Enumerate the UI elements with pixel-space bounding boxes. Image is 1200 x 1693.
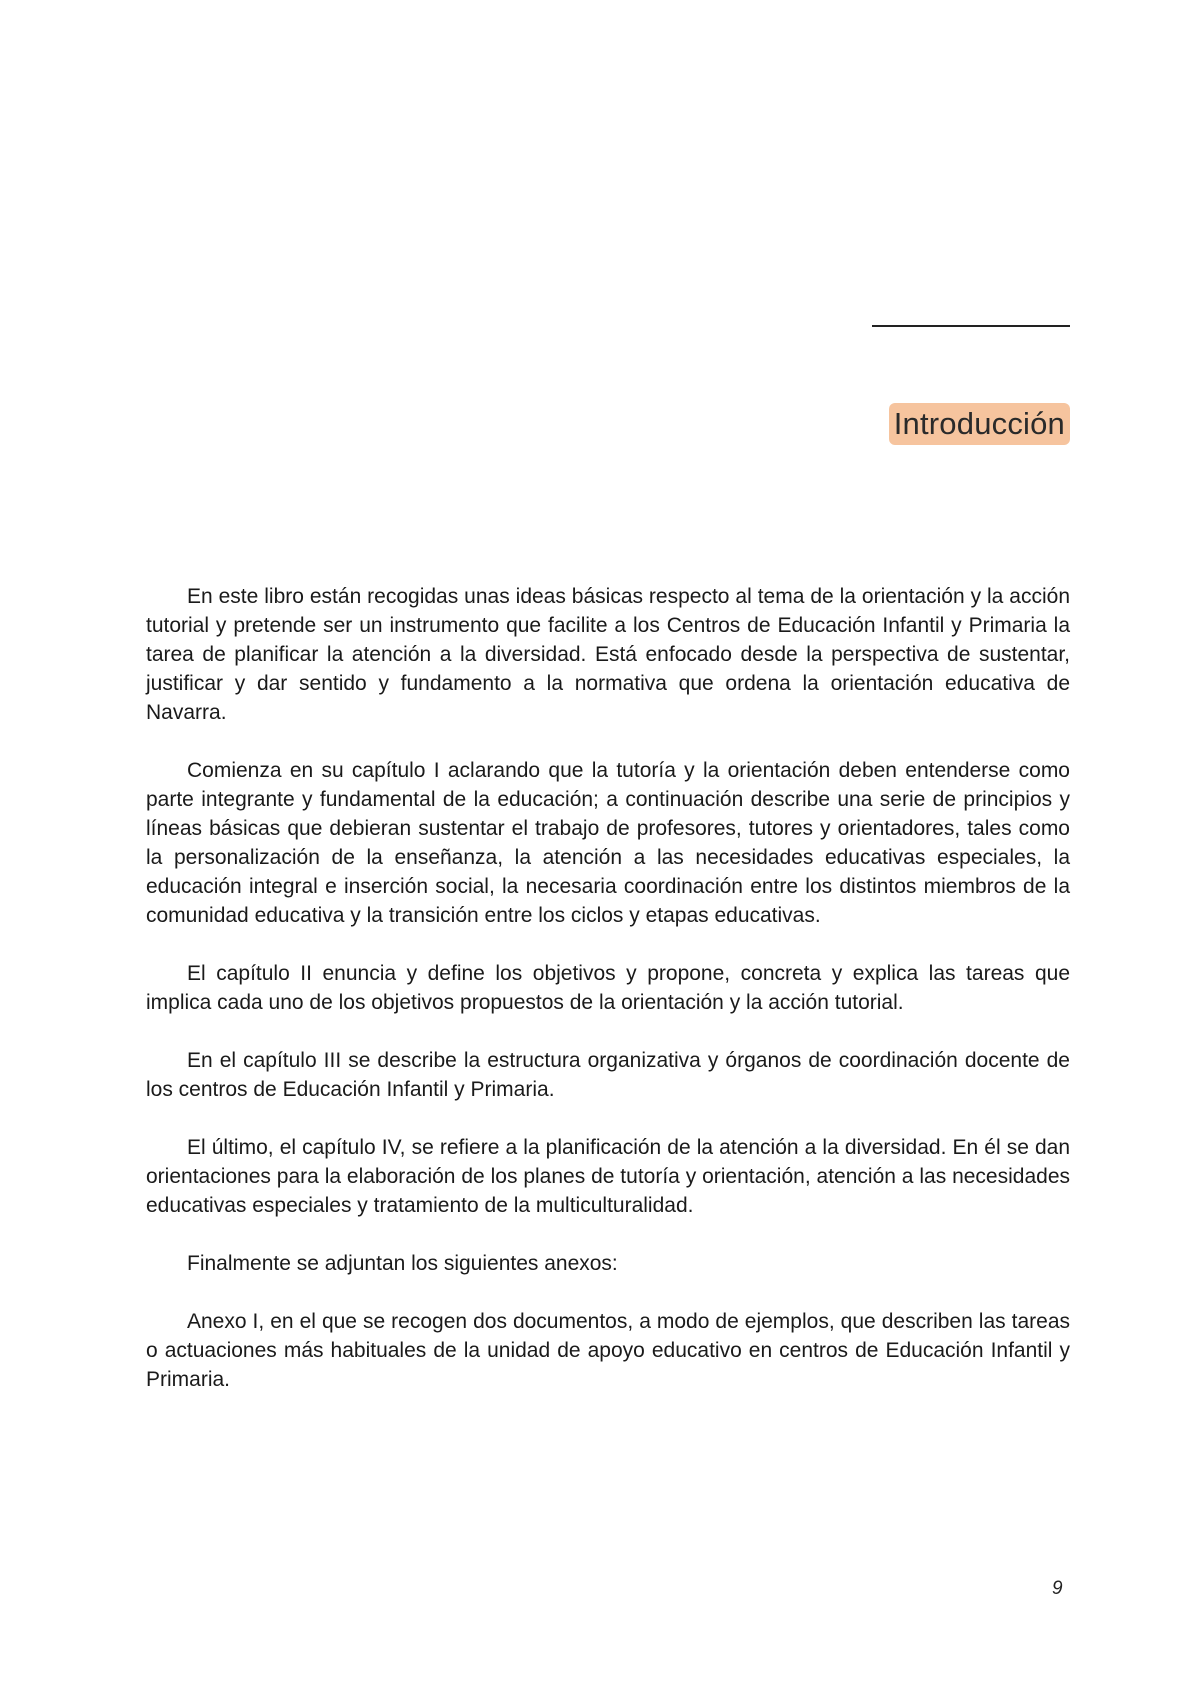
paragraph-annexes: Finalmente se adjuntan los siguientes anexos: <box>187 1252 618 1275</box>
paragraph-chapter-3: En el capítulo III se describe la estructura organizativa y órganos de coordinación docente de los centros de Educación Infantil y Primaria. <box>146 1049 1070 1101</box>
paragraph-chapter-1: Comienza en su capítulo I aclarando que la tutoría y la orientación deben entenderse como parte integrante y fundamental de la educación; a continuación describe una serie de principios y líneas básicas que debieran sustentar el trabajo de profesores, tutores y orientadores, tales como la personalización de la enseñanza, la atención a las necesidades educativas especiales, la educación integral e inserción social, la necesaria coordinación entre los distintos miembros de la comunidad educativa y la transición entre los ciclos y etapas educativas. <box>146 759 1070 927</box>
title-container <box>889 403 1070 445</box>
paragraph-intro: En este libro están recogidas unas ideas básicas respecto al tema de la orientación y la acción tutorial y pretende ser un instrumento que facilite a los Centros de Educación Infantil y Primaria la tarea de planificar la atención a la diversidad. Está enfocado desde la perspectiva de sustentar, justificar y dar sentido y fundamento a la normativa que ordena la orientación educativa de Navarra. <box>146 585 1070 724</box>
page-number: 9 <box>1052 1578 1063 1599</box>
paragraph-chapter-4: El último, el capítulo IV, se refiere a la planificación de la atención a la diversidad. En él se dan orientaciones para la elaboración de los planes de tutoría y orientación, atención a las necesidades educativas especiales y tratamiento de la multiculturalidad. <box>146 1136 1070 1217</box>
paragraph-chapter-2: El capítulo II enuncia y define los objetivos y propone, concreta y explica las tareas que implica cada uno de los objetivos propuestos de la orientación y la acción tutorial. <box>146 962 1070 1014</box>
page-title: Introducción <box>889 403 1070 445</box>
paragraph-annex-1: Anexo I, en el que se recogen dos documentos, a modo de ejemplos, que describen las tareas o actuaciones más habituales de la unidad de apoyo educativo en centros de Educación Infantil y Primaria. <box>146 1310 1070 1391</box>
body-text <box>146 582 1070 1423</box>
header-rule <box>872 325 1070 327</box>
